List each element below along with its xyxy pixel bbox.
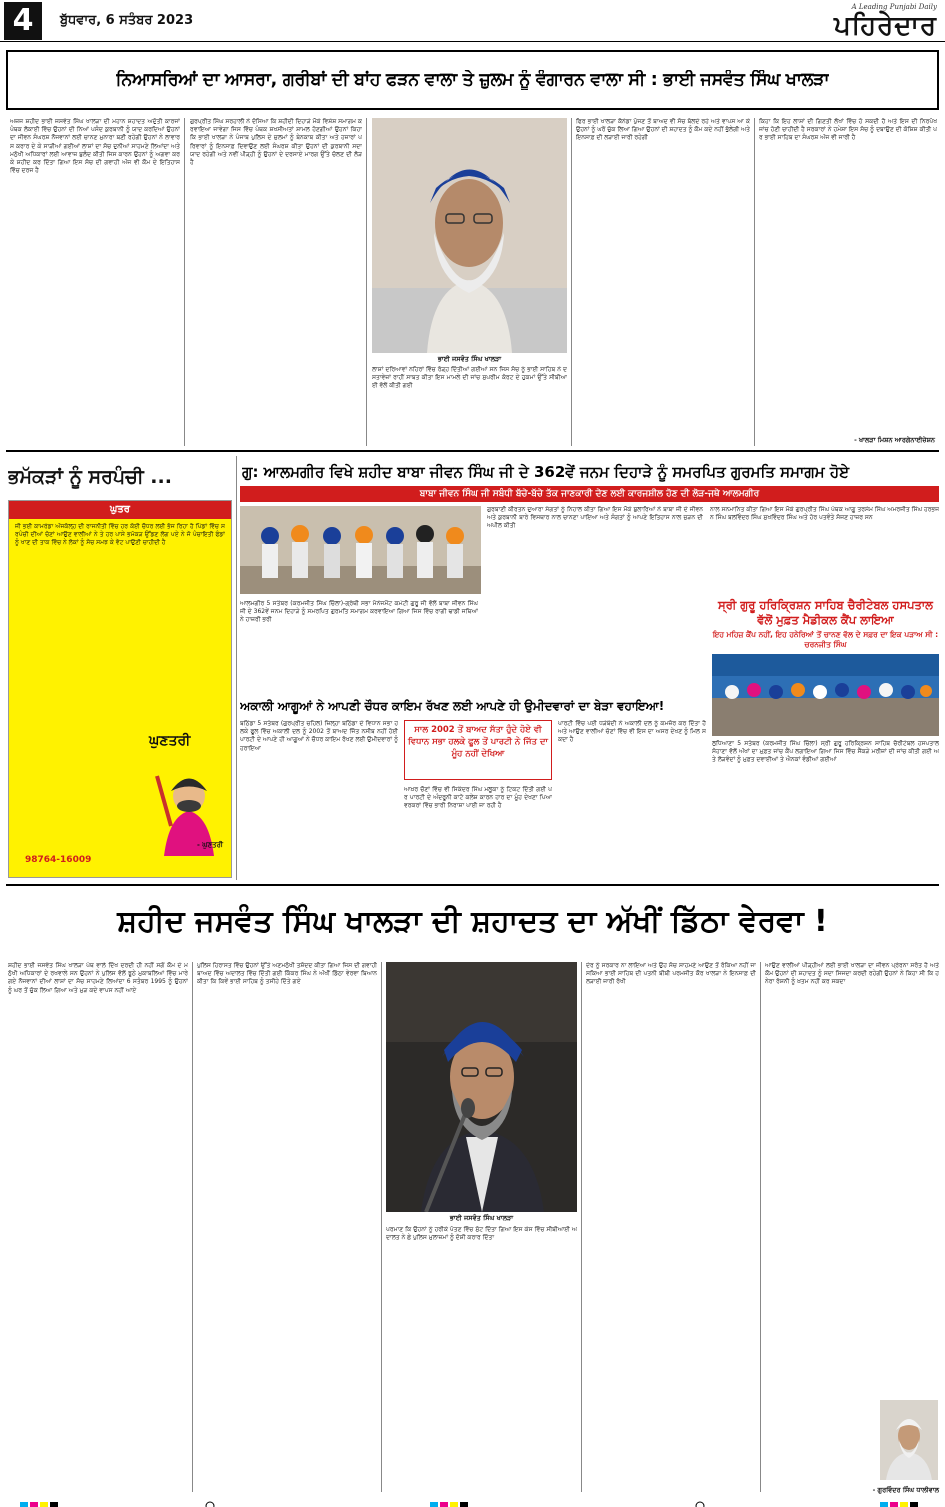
story1-col1: ਅਜ਼ਜ ਸ਼ਹੀਦ ਭਾਈ ਜਸਵੰਤ ਸਿੰਘ ਖਾਲੜਾ ਦੀ ਮਹਾਨ ਸ਼ਹਾਦਤ ਅਦੁੱਤੀ ਕਾਰਜਾਂ ਪੰਥਕ ਲੋਕਾਈ ਵਿੱਚ ਉਹਨਾਂ ਦੀ ਨਿਆਂ ਪਸੰਦ ਕੁਰਬਾਨੀ ਨੂੰ ਯਾਦ ਕਰਦਿਆਂ ਉਹਨਾਂ ਦਾ ਜੀਵਨ ਸੰਘਰਸ਼ ਨੌਜਵਾਨਾਂ ਲਈ ਚਾਨਣ ਮੁਨਾਰਾ ਬਣੀ ਰਹੇਗੀ ਉਹਨਾਂ ਨੇ ਲਾਵਾਰਸ ਕਰਾਰ ਦੇ ਕੇ ਸਾੜੀਆਂ ਗਈਆਂ ਲਾਸ਼ਾਂ ਦਾ ਸੱਚ ਦੁਨੀਆਂ ਸਾਹਮਣੇ ਲਿਆਂਦਾ ਅਤੇ ਮਨੁੱਖੀ ਅਧਿਕਾਰਾਂ ਲਈ ਆਵਾਜ਼ ਬੁਲੰਦ ਕੀਤੀ ਜਿਸ ਕਾਰਨ ਉਹਨਾਂ ਨੂੰ ਅਗਵਾ ਕਰਕੇ ਸ਼ਹੀਦ ਕਰ ਦਿੱਤਾ ਗਿਆ ਇਸ ਸੱਚ ਦੀ ਗਵਾਹੀ ਅੱਜ ਵੀ ਕੌਮ ਦੇ ਇਤਿਹਾਸ ਵਿੱਚ ਦਰਜ ਹੈ (10, 118, 180, 175)
story5-col3: ਪਰਮਾਣ ਕਿ ਉਹਨਾਂ ਨੂੰ ਹਰੀਕੇ ਪੱਤਣ ਵਿੱਚ ਸੁੱਟ ਦਿੱਤਾ ਗਿਆ ਇਸ ਕੇਸ ਵਿੱਚ ਸੀਬੀਆਈ ਅਦਾਲਤ ਨੇ ਛੇ ਪੁਲਿਸ ਮੁਲਾਜ਼ਮਾਂ ਨੂੰ ਦੋਸ਼ੀ ਕਰਾਰ ਦਿੱਤਾ (386, 1226, 577, 1242)
story2-banner-label: ਬਾਬਾ ਜੀਵਨ ਸਿੰਘ ਜੀ ਸਬੰਧੀ ਬੱਚੇ-ਬੱਚੇ ਤੱਕ ਜਾਣਕਾਰੀ ਦੇਣ ਲਈ ਕਾਰਜਸ਼ੀਲ ਹੋਣ ਦੀ ਲੋੜ-ਜਥੇ ਆਲਮਗੀਰ (419, 489, 760, 499)
story2-photo (240, 506, 481, 594)
story5-col2: ਪੁਲਿਸ ਹਿਰਾਸਤ ਵਿੱਚ ਉਹਨਾਂ ਉੱਤੇ ਅਣਮਨੁੱਖੀ ਤਸ਼ੱਦਦ ਕੀਤਾ ਗਿਆ ਜਿਸ ਦੀ ਗਵਾਹੀ ਬਾਅਦ ਵਿੱਚ ਅਦਾਲਤ ਵਿੱਚ ਦਿੱਤੀ ਗਈ ਕਿੱਕਰ ਸਿੰਘ ਨੇ ਅੱਖੀਂ ਡਿੱਠਾ ਵੇਰਵਾ ਬਿਆਨ ਕੀਤਾ ਕਿ ਕਿਵੇਂ ਭਾਈ ਸਾਹਿਬ ਨੂੰ ਤਸੀਹੇ ਦਿੱਤੇ ਗਏ (197, 962, 377, 986)
story1-photo (372, 118, 567, 353)
column-box-tag (9, 501, 231, 519)
portrait-illustration (372, 118, 567, 353)
story5-author-photo (880, 1400, 938, 1480)
column-box-body-lower (15, 727, 145, 847)
column-box-tag-label: ਘੁਤਰ (109, 504, 131, 515)
registration-strip (0, 1496, 945, 1507)
story5-col5: ਆਉਣ ਵਾਲੀਆਂ ਪੀੜ੍ਹੀਆਂ ਲਈ ਭਾਈ ਖਾਲੜਾ ਦਾ ਜੀਵਨ ਪ੍ਰੇਰਨਾ ਸਰੋਤ ਹੈ ਅਤੇ ਕੌਮ ਉਹਨਾਂ ਦੀ ਸ਼ਹਾਦਤ ਨੂੰ ਸਦਾ ਸਿਜਦਾ ਕਰਦੀ ਰਹੇਗੀ ਉਹਨਾਂ ਨੇ ਕਿਹਾ ਸੀ ਕਿ ਹਨੇਰਾ ਰੋਸ਼ਨੀ ਨੂੰ ਖ਼ਤਮ ਨਹੀਂ ਕਰ ਸਕਦਾ (765, 962, 939, 986)
story1-byline: - ਖਾਲੜਾ ਮਿਸ਼ਨ ਆਰਗੇਨਾਈਜ਼ੇਸ਼ਨ (854, 436, 935, 444)
story3-col2: ਆਖ਼ਰ ਚੌਣਾਂ ਵਿੱਚ ਵੀ ਸਿਕੰਦਰ ਸਿੰਘ ਮਲੂਕਾ ਨੂੰ ਟਿਕਟ ਦਿੱਤੀ ਗਈ ਪਰ ਪਾਰਟੀ ਦੇ ਅੰਦਰੂਨੀ ਕਾਟੋ ਕਲੇਸ਼ ਕਾਰਨ ਹਾਰ ਦਾ ਮੂੰਹ ਦੇਖਣਾ ਪਿਆ ਵਰਕਰਾਂ ਵਿੱਚ ਭਾਰੀ ਨਿਰਾਸ਼ਾ ਪਾਈ ਜਾ ਰਹੀ ਹੈ (404, 786, 552, 810)
logo: ਪਹਿਰੇਦਾਰ (834, 11, 937, 41)
issue-date: ਬੁੱਧਵਾਰ, 6 ਸਤੰਬਰ 2023 (60, 13, 194, 28)
story2-col2b (487, 600, 703, 692)
column-box-title: ਭਮੱਕੜਾਂ ਨੂੰ ਸਰਪੰਚੀ ... (8, 466, 172, 488)
story3-headline: ਅਕਾਲੀ ਆਗੂਆਂ ਨੇ ਆਪਣੀ ਚੌਧਰ ਕਾਇਮ ਰੱਖਣ ਲਈ ਆਪਣੇ ਹੀ ਉਮੀਦਵਾਰਾਂ ਦਾ ਬੇੜਾ ਵਹਾਇਆ! (240, 699, 665, 713)
story3-col1: ਬਠਿੰਡਾ 5 ਸਤੰਬਰ (ਗੁਰਪ੍ਰੀਤ ਚਹਿਲ) ਜ਼ਿਲ੍ਹਾ ਬਠਿੰਡਾ ਦੇ ਵਿਧਾਨ ਸਭਾ ਹਲਕੇ ਫੂਲ ਵਿੱਚ ਅਕਾਲੀ ਦਲ ਨੂੰ 2002 ਤੋਂ ਬਾਅਦ ਜਿੱਤ ਨਸੀਬ ਨਹੀਂ ਹੋਈ ਪਾਰਟੀ ਦੇ ਆਪਣੇ ਹੀ ਆਗੂਆਂ ਨੇ ਚੌਧਰ ਕਾਇਮ ਰੱਖਣ ਲਈ ਉਮੀਦਵਾਰਾਂ ਨੂੰ ਹਰਾਇਆ (240, 720, 398, 752)
story1-photo-label: ਭਾਈ ਜਸਵੰਤ ਸਿੰਘ ਖਾਲੜਾ (437, 355, 502, 363)
story2-headline: ਗੁ: ਆਲਮਗੀਰ ਵਿਖੇ ਸ਼ਹੀਦ ਬਾਬਾ ਜੀਵਨ ਸਿੰਘ ਜੀ ਦੇ 362ਵੇਂ ਜਨਮ ਦਿਹਾੜੇ ਨੂੰ ਸਮਰਪਿਤ ਗੁਰਮਤਿ ਸਮਾਗਮ ਹੋਏ (242, 463, 850, 481)
column-box-phone: 98764-16009 (25, 855, 92, 865)
page-number: 4 (4, 2, 42, 40)
story1-col5: ਕਿਹਾ ਕਿ ਇਹ ਲਾਸ਼ਾਂ ਦੀ ਗਿਣਤੀ ਲੱਖਾਂ ਵਿੱਚ ਹੋ ਸਕਦੀ ਹੈ ਅਤੇ ਇਸ ਦੀ ਨਿਰਪੱਖ ਜਾਂਚ ਹੋਣੀ ਚਾਹੀਦੀ ਹੈ ਸਰਕਾਰਾਂ ਨੇ ਹਮੇਸ਼ਾ ਇਸ ਸੱਚ ਨੂੰ ਦਬਾਉਣ ਦੀ ਕੋਸ਼ਿਸ਼ ਕੀਤੀ ਪਰ ਭਾਈ ਸਾਹਿਬ ਦਾ ਸੰਘਰਸ਼ ਅੱਜ ਵੀ ਜਾਰੀ ਹੈ (759, 118, 937, 142)
story4-body: ਲੁਧਿਆਣਾ 5 ਸਤੰਬਰ (ਕਰਮਜੀਤ ਸਿੰਘ ਚਿੱਲਾ) ਸ੍ਰੀ ਗੁਰੂ ਹਰਿਕ੍ਰਿਸ਼ਨ ਸਾਹਿਬ ਚੈਰੀਟੇਬਲ ਹਸਪਤਾਲ ਸੋਹਾਣਾ ਵੱਲੋਂ ਅੱਖਾਂ ਦਾ ਮੁਫ਼ਤ ਜਾਂਚ ਕੈਂਪ ਲਗਾਇਆ ਗਿਆ ਜਿਸ ਵਿੱਚ ਸੈਂਕੜੇ ਮਰੀਜ਼ਾਂ ਦੀ ਜਾਂਚ ਕੀਤੀ ਗਈ ਅਤੇ ਲੋੜਵੰਦਾਂ ਨੂੰ ਮੁਫ਼ਤ ਦਵਾਈਆਂ ਤੇ ਐਨਕਾਂ ਵੰਡੀਆਂ ਗਈਆਂ (712, 740, 939, 764)
story5-headline: ਸ਼ਹੀਦ ਜਸਵੰਤ ਸਿੰਘ ਖਾਲੜਾ ਦੀ ਸ਼ਹਾਦਤ ਦਾ ਅੱਖੀਂ ਡਿੱਠਾ ਵੇਰਵਾ ! (117, 904, 828, 939)
cartoon-brand: ਘੁਣਤਰੀ (149, 733, 191, 749)
speaker-illustration (386, 962, 577, 1212)
story5-photo-label: ਭਾਈ ਜਸਵੰਤ ਸਿੰਘ ਖਾਲੜਾ (449, 1214, 514, 1222)
story1-col4: ਫਿਰ ਭਾਈ ਖਾਲੜਾ ਕੈਨੇਡਾ ਪੁੱਜਣ ਤੋਂ ਬਾਅਦ ਵੀ ਸੱਚ ਬੋਲਦੇ ਰਹੇ ਅਤੇ ਵਾਪਸ ਆ ਕੇ ਉਹਨਾਂ ਨੂੰ ਘਰੋਂ ਚੁੱਕ ਲਿਆ ਗਿਆ ਉਹਨਾਂ ਦੀ ਸ਼ਹਾਦਤ ਨੂੰ ਕੌਮ ਕਦੇ ਨਹੀਂ ਭੁੱਲੇਗੀ ਅਤੇ ਇਨਸਾਫ਼ ਦੀ ਲੜਾਈ ਜਾਰੀ ਰਹੇਗੀ (576, 118, 750, 142)
story5-col1: ਸ਼ਹੀਦ ਭਾਈ ਜਸਵੰਤ ਸਿੰਘ ਖਾਲੜਾ ਪੰਥ ਵਾਲੇ ਦਿੱਖ ਦਰਦੀ ਹੀ ਨਹੀਂ ਸਗੋਂ ਕੌਮ ਦੇ ਮਨੁੱਖੀ ਅਧਿਕਾਰਾਂ ਦੇ ਰਖਵਾਲੇ ਸਨ ਉਹਨਾਂ ਨੇ ਪੁਲਿਸ ਵੱਲੋਂ ਝੂਠੇ ਮੁਕਾਬਲਿਆਂ ਵਿੱਚ ਮਾਰੇ ਗਏ ਨੌਜਵਾਨਾਂ ਦੀਆਂ ਲਾਸ਼ਾਂ ਦਾ ਸੱਚ ਸਾਹਮਣੇ ਲਿਆਂਦਾ 6 ਸਤੰਬਰ 1995 ਨੂੰ ਉਹਨਾਂ ਨੂੰ ਘਰ ਤੋਂ ਚੁੱਕ ਲਿਆ ਗਿਆ ਅਤੇ ਮੁੜ ਕਦੇ ਵਾਪਸ ਨਹੀਂ ਆਏ (8, 962, 188, 994)
story1-headline: ਨਿਆਸਰਿਆਂ ਦਾ ਆਸਰਾ, ਗਰੀਬਾਂ ਦੀ ਬਾਂਹ ਫੜਨ ਵਾਲਾ ਤੇ ਜ਼ੁਲਮ ਨੂੰ ਵੰਗਾਰਨ ਵਾਲਾ ਸੀ : ਭਾਈ ਜਸਵੰਤ ਸਿੰਘ ਖਾਲੜਾ (115, 70, 830, 90)
story3-subhead: ਸਾਲ 2002 ਤੋਂ ਬਾਅਦ ਸੱਤਾ ਹੁੰਦੇ ਹੋਏ ਵੀ ਵਿਧਾਨ ਸਭਾ ਹਲਕੇ ਫੂਲ ਤੋਂ ਪਾਰਟੀ ਨੇ ਜਿੱਤ ਦਾ ਮੂੰਹ ਨਹੀਂ ਦੇਖਿਆ (408, 725, 548, 759)
story3-col3: ਪਾਰਟੀ ਵਿੱਚ ਪਈ ਧੜੇਬੰਦੀ ਨੇ ਅਕਾਲੀ ਦਲ ਨੂੰ ਕਮਜ਼ੋਰ ਕਰ ਦਿੱਤਾ ਹੈ ਅਤੇ ਆਉਣ ਵਾਲੀਆਂ ਚੋਣਾਂ ਵਿੱਚ ਵੀ ਇਸ ਦਾ ਅਸਰ ਦੇਖਣ ਨੂੰ ਮਿਲ ਸਕਦਾ ਹੈ (558, 720, 706, 744)
story5-photo (386, 962, 577, 1212)
tagline: A Leading Punjabi Daily (851, 3, 937, 11)
story4-headline: ਸ੍ਰੀ ਗੁਰੂ ਹਰਿਕ੍ਰਿਸ਼ਨ ਸਾਹਿਬ ਚੈਰੀਟੇਬਲ ਹਸਪਤਾਲ ਵੱਲੋਂ ਮੁਫ਼ਤ ਮੈਡੀਕਲ ਕੈਂਪ ਲਾਇਆ (718, 598, 933, 627)
story1-col2: ਗੁਰਪ੍ਰੀਤ ਸਿੰਘ ਸਰਹਾਲੀ ਨੇ ਦੱਸਿਆ ਕਿ ਸ਼ਹੀਦੀ ਦਿਹਾੜੇ ਮੌਕੇ ਵਿਸ਼ੇਸ਼ ਸਮਾਗਮ ਕਰਵਾਇਆ ਜਾਵੇਗਾ ਜਿਸ ਵਿੱਚ ਪੰਥਕ ਸ਼ਖਸੀਅਤਾਂ ਸ਼ਾਮਲ ਹੋਣਗੀਆਂ ਉਹਨਾਂ ਕਿਹਾ ਕਿ ਭਾਈ ਖਾਲੜਾ ਨੇ ਪੰਜਾਬ ਪੁਲਿਸ ਦੇ ਜ਼ੁਲਮਾਂ ਨੂੰ ਬੇਨਕਾਬ ਕੀਤਾ ਅਤੇ ਹਜ਼ਾਰਾਂ ਪਰਿਵਾਰਾਂ ਨੂੰ ਇਨਸਾਫ਼ ਦਿਵਾਉਣ ਲਈ ਸੰਘਰਸ਼ ਕੀਤਾ ਉਹਨਾਂ ਦੀ ਕੁਰਬਾਨੀ ਸਦਾ ਯਾਦ ਰਹੇਗੀ ਅਤੇ ਨਵੀਂ ਪੀੜ੍ਹੀ ਨੂੰ ਉਹਨਾਂ ਦੇ ਦਰਸਾਏ ਮਾਰਗ ਉੱਤੇ ਚੱਲਣ ਦੀ ਲੋੜ ਹੈ (190, 118, 362, 167)
column-box-body: ਜੀ ਭਈ ਕਾਮਰੇਡਾ ਅੱਜਕੱਲ੍ਹ ਦੀ ਰਾਜਨੀਤੀ ਵਿੱਚ ਹਰ ਕੋਈ ਚੌਧਰ ਲਈ ਭੱਜ ਰਿਹਾ ਹੈ ਪਿੰਡਾਂ ਵਿੱਚ ਸਰਪੰਚੀ ਦੀਆਂ ਚੋਣਾਂ ਆਉਣ ਵਾਲੀਆਂ ਨੇ ਤੇ ਹਰ ਪਾਸੇ ਭਮੱਕੜ ਉੱਡਣ ਲੱਗ ਪਏ ਨੇ ਜੋ ਪੰਚਾਇਤੀ ਫੰਡਾਂ ਨੂੰ ਖਾਣ ਦੀ ਤਾਕ ਵਿੱਚ ਨੇ ਲੋਕਾਂ ਨੂੰ ਸੋਚ ਸਮਝ ਕੇ ਵੋਟ ਪਾਉਣੀ ਚਾਹੀਦੀ ਹੈ (15, 523, 225, 547)
story5-col4: ਦੇਰ ਨੂੰ ਸਰਕਾਰ ਨਾ ਲਾਇਆ ਅਤੇ ਉਹ ਸੱਚ ਸਾਹਮਣੇ ਆਉਣ ਤੋਂ ਰੋਕਿਆ ਨਹੀਂ ਜਾ ਸਕਿਆ ਭਾਈ ਸਾਹਿਬ ਦੀ ਪਤਨੀ ਬੀਬੀ ਪਰਮਜੀਤ ਕੌਰ ਖਾਲੜਾ ਨੇ ਇਨਸਾਫ਼ ਦੀ ਲੜਾਈ ਜਾਰੀ ਰੱਖੀ (586, 962, 756, 986)
story2-col3: ਨਾਲ ਸਨਮਾਨਿਤ ਕੀਤਾ ਗਿਆ ਇਸ ਮੌਕੇ ਗੁਰਪ੍ਰੀਤ ਸਿੰਘ ਪੰਥਕ ਆਗੂ ਤਰਸੇਮ ਸਿੰਘ ਅਮਰਜੀਤ ਸਿੰਘ ਹਰਭਜਨ ਸਿੰਘ ਬਲਵਿੰਦਰ ਸਿੰਘ ਸੁਖਵਿੰਦਰ ਸਿੰਘ ਅਤੇ ਹੋਰ ਪਤਵੰਤੇ ਸੱਜਣ ਹਾਜ਼ਰ ਸਨ (710, 506, 939, 522)
story3-subhead-box (404, 720, 552, 780)
masthead (0, 0, 945, 42)
story5-byline: - ਗੁਰਵਿੰਦਰ ਸਿੰਘ ਧਾਲੀਵਾਲ (872, 1486, 939, 1494)
story4-photo (712, 654, 939, 736)
column-box (8, 500, 232, 878)
story2-banner (240, 486, 939, 502)
story1-headline-box (6, 50, 939, 110)
story2-lead: ਆਲਮਗੀਰ 5 ਸਤੰਬਰ (ਕਰਮਜੀਤ ਸਿੰਘ ਚਿੱਲਾ)-ਗ੍ਰੰਥੀ ਸਭਾ ਮੈਨੇਜਮੈਂਟ ਕਮੇਟੀ ਗੁਰੂ ਜੀ ਵੱਲੋਂ ਬਾਬਾ ਜੀਵਨ ਸਿੰਘ ਜੀ ਦੇ 362ਵੇਂ ਜਨਮ ਦਿਹਾੜੇ ਨੂੰ ਸਮਰਪਿਤ ਗੁਰਮਤਿ ਸਮਾਗਮ ਕਰਵਾਇਆ ਗਿਆ ਜਿਸ ਵਿੱਚ ਰਾਗੀ ਢਾਡੀ ਜਥਿਆਂ ਨੇ ਹਾਜ਼ਰੀ ਭਰੀ (240, 600, 478, 624)
story4-subhead: ਇਹ ਮਹਿਜ਼ ਕੈਂਪ ਨਹੀਂ, ਇਹ ਹਨੇਰਿਆਂ ਤੋਂ ਚਾਨਣ ਵੱਲ ਦੇ ਸਫ਼ਰ ਦਾ ਇਕ ਪੜਾਅ ਸੀ : ਚਰਨਜੀਤ ਸਿੰਘ (712, 630, 939, 649)
column-box-author: - ਘੁਣਤਰੀ (196, 841, 223, 849)
story1-col3: ਲਾਸ਼ਾਂ ਦਰਿਆਵਾਂ ਨਹਿਰਾਂ ਵਿੱਚ ਰੋੜ੍ਹ ਦਿੱਤੀਆਂ ਗਈਆਂ ਸਨ ਜਿਸ ਸੱਚ ਨੂੰ ਭਾਈ ਸਾਹਿਬ ਨੇ ਦਸਤਾਵੇਜ਼ਾਂ ਰਾਹੀਂ ਸਾਬਤ ਕੀਤਾ ਇਸ ਮਾਮਲੇ ਦੀ ਜਾਂਚ ਸੁਪਰੀਮ ਕੋਰਟ ਦੇ ਹੁਕਮਾਂ ਉੱਤੇ ਸੀਬੀਆਈ ਵੱਲੋਂ ਕੀਤੀ ਗਈ (372, 366, 567, 390)
story2-col2: ਗੁਰਬਾਣੀ ਕੀਰਤਨ ਦੁਆਰਾ ਸੰਗਤਾਂ ਨੂੰ ਨਿਹਾਲ ਕੀਤਾ ਗਿਆ ਇਸ ਮੌਕੇ ਬੁਲਾਰਿਆਂ ਨੇ ਬਾਬਾ ਜੀ ਦੇ ਜੀਵਨ ਅਤੇ ਕੁਰਬਾਨੀ ਬਾਰੇ ਵਿਸਥਾਰ ਨਾਲ ਚਾਨਣਾ ਪਾਇਆ ਅਤੇ ਸੰਗਤਾਂ ਨੂੰ ਆਪਣੇ ਇਤਿਹਾਸ ਨਾਲ ਜੁੜਨ ਦੀ ਅਪੀਲ ਕੀਤੀ (487, 506, 703, 530)
